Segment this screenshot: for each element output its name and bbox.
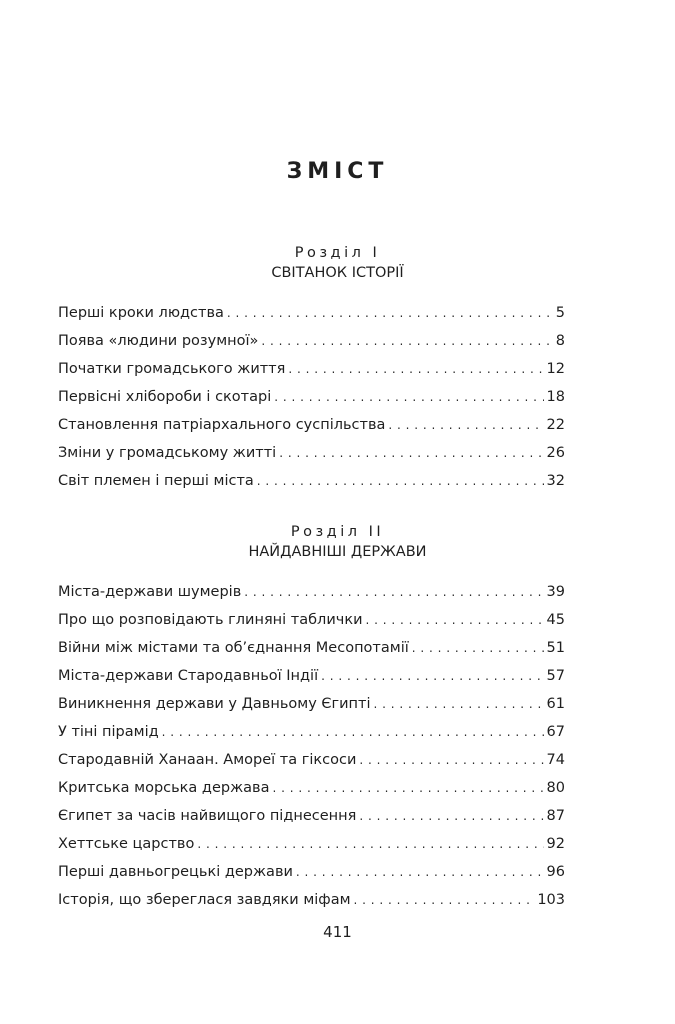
toc-entry[interactable] — [58, 830, 565, 858]
toc-entry-page: 26 — [546, 445, 565, 461]
toc-entry-page: 67 — [546, 724, 565, 740]
page-number: 411 — [323, 923, 352, 941]
toc-entry-page: 39 — [546, 584, 565, 600]
toc-entry-title: Початки громадського життя — [58, 361, 286, 377]
toc-entry[interactable] — [58, 578, 565, 606]
toc-entry[interactable] — [58, 886, 565, 914]
toc-entry-page: 80 — [546, 780, 565, 796]
dot-leader — [162, 718, 544, 746]
section-heading-1 — [0, 243, 675, 283]
toc-entry-title: Про що розповідають глиняні таблички — [58, 612, 363, 628]
toc-entry[interactable] — [58, 634, 565, 662]
toc-entry[interactable] — [58, 746, 565, 774]
dot-leader — [288, 355, 543, 383]
section-label: Розділ ІІ — [290, 524, 385, 540]
toc-list-section-2 — [58, 578, 565, 914]
toc-entry-title: Стародавній Ханаан. Амореї та гіксоси — [58, 752, 357, 768]
page-title: ЗМІСТ — [286, 159, 389, 184]
toc-entry-title: Хеттське царство — [58, 836, 195, 852]
dot-leader — [388, 411, 543, 439]
dot-leader — [261, 327, 552, 355]
dot-leader — [197, 830, 543, 858]
toc-entry-title: Міста-держави Стародавньої Індії — [58, 668, 319, 684]
toc-entry-title: Історія, що збереглася завдяки міфам — [58, 892, 351, 908]
toc-entry-page: 32 — [546, 473, 565, 489]
toc-entry-title: Єгипет за часів найвищого піднесення — [58, 808, 357, 824]
toc-entry-page: 92 — [546, 836, 565, 852]
toc-entry-title: Міста-держави шумерів — [58, 584, 242, 600]
toc-entry-title: Перші давньогрецькі держави — [58, 864, 293, 880]
toc-entry[interactable] — [58, 774, 565, 802]
section-heading-2 — [0, 522, 675, 562]
toc-entry[interactable] — [58, 467, 565, 495]
toc-entry-title: Становлення патріархального суспільства — [58, 417, 386, 433]
toc-entry-title: Виникнення держави у Давньому Єгипті — [58, 696, 371, 712]
toc-entry[interactable] — [58, 355, 565, 383]
toc-entry-page: 5 — [555, 305, 565, 321]
toc-entry-title: Світ племен і перші міста — [58, 473, 254, 489]
toc-entry-page: 18 — [546, 389, 565, 405]
toc-entry-page: 96 — [546, 864, 565, 880]
dot-leader — [374, 690, 544, 718]
toc-entry[interactable] — [58, 662, 565, 690]
toc-entry-title: Війни між містами та об’єднання Месопотамії — [58, 640, 409, 656]
toc-entry[interactable] — [58, 327, 565, 355]
toc-entry-title: Поява «людини розумної» — [58, 333, 259, 349]
dot-leader — [257, 467, 544, 495]
toc-entry-title: Зміни у громадському житті — [58, 445, 277, 461]
section-label: Розділ І — [294, 245, 381, 261]
dot-leader — [321, 662, 543, 690]
dot-leader — [412, 634, 544, 662]
dot-leader — [359, 802, 543, 830]
toc-entry[interactable] — [58, 690, 565, 718]
toc-entry[interactable] — [58, 718, 565, 746]
section-name: СВІТАНОК ІСТОРІЇ — [271, 265, 404, 281]
toc-list-section-1 — [58, 299, 565, 495]
toc-entry-page: 22 — [546, 417, 565, 433]
toc-entry-title: Перші кроки людства — [58, 305, 224, 321]
section-name: НАЙДАВНІШІ ДЕРЖАВИ — [248, 544, 427, 560]
dot-leader — [227, 299, 553, 327]
toc-entry-page: 61 — [546, 696, 565, 712]
toc-entry-title: У тіні пірамід — [58, 724, 159, 740]
toc-entry-title: Критська морська держава — [58, 780, 270, 796]
toc-entry-page: 103 — [537, 892, 565, 908]
toc-entry-page: 74 — [546, 752, 565, 768]
toc-entry-page: 12 — [546, 361, 565, 377]
toc-entry[interactable] — [58, 858, 565, 886]
dot-leader — [279, 439, 543, 467]
toc-entry-page: 45 — [546, 612, 565, 628]
toc-entry[interactable] — [58, 606, 565, 634]
toc-entry[interactable] — [58, 439, 565, 467]
toc-entry[interactable] — [58, 411, 565, 439]
dot-leader — [296, 858, 544, 886]
toc-entry-page: 87 — [546, 808, 565, 824]
dot-leader — [359, 746, 543, 774]
toc-entry[interactable] — [58, 383, 565, 411]
dot-leader — [244, 578, 543, 606]
toc-entry-page: 51 — [546, 640, 565, 656]
toc-entry-title: Первісні хлібороби і скотарі — [58, 389, 272, 405]
dot-leader — [274, 383, 543, 411]
dot-leader — [272, 774, 543, 802]
toc-entry-page: 8 — [555, 333, 565, 349]
dot-leader — [354, 886, 535, 914]
toc-entry[interactable] — [58, 299, 565, 327]
toc-entry-page: 57 — [546, 668, 565, 684]
dot-leader — [366, 606, 544, 634]
toc-entry[interactable] — [58, 802, 565, 830]
